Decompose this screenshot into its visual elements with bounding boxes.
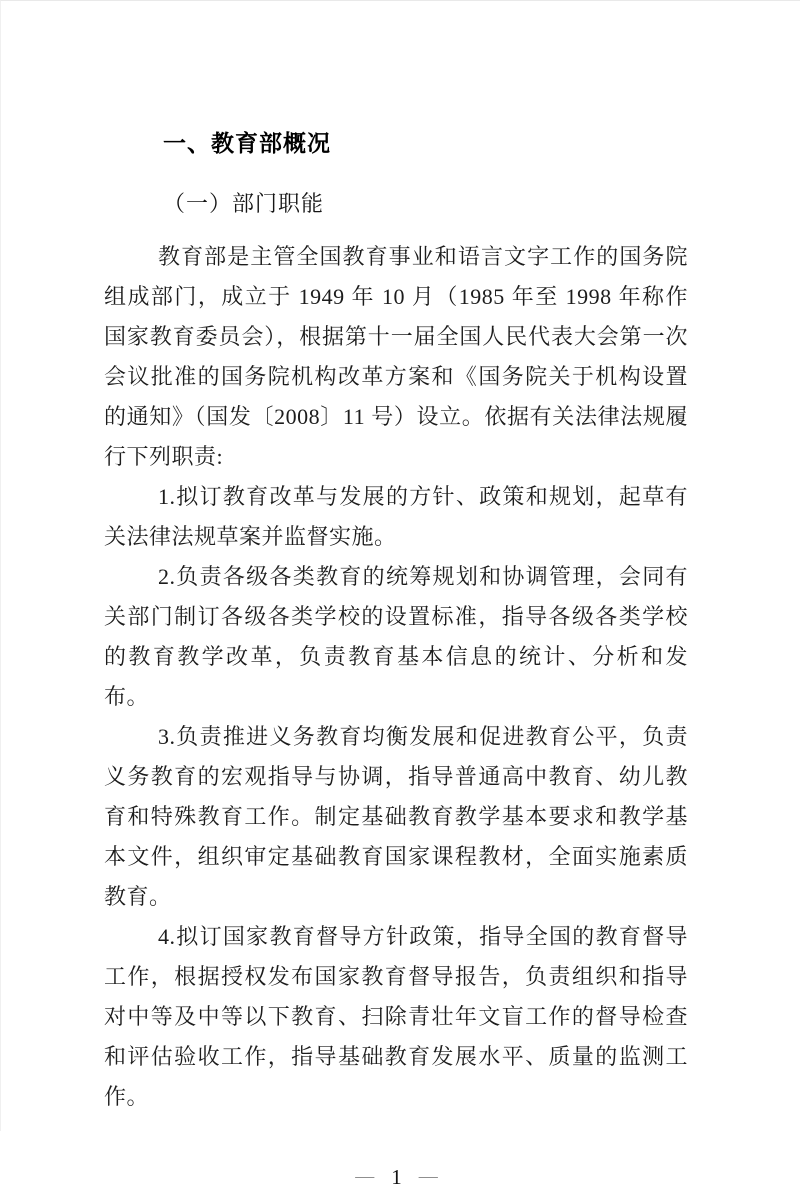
section-heading: （一）部门职能	[163, 191, 325, 216]
footer-dash-right: —	[418, 1166, 438, 1187]
document-body	[104, 237, 688, 1117]
page-number: 1	[391, 1165, 402, 1189]
paragraph-intro: 教育部是主管全国教育事业和语言文字工作的国务院组成部门，成立于 1949 年 10 月（1985 年至 1998 年称作国家教育委员会），根据第十一届全国人民代表大会第一次会议批准的国务院机构改革方案和《国务院关于机构设置的通知》（国发〔2008〕11 号）设立。依据有关法律法规履行下列职责:	[104, 244, 688, 469]
paragraph-duty-2: 2.负责各级各类教育的统筹规划和协调管理，会同有关部门制订各级各类学校的设置标准，指导各级各类学校的教育教学改革，负责教育基本信息的统计、分析和发布。	[104, 564, 688, 709]
paragraph-duty-3: 3.负责推进义务教育均衡发展和促进教育公平，负责义务教育的宏观指导与协调，指导普通高中教育、幼儿教育和特殊教育工作。制定基础教育教学基本要求和教学基本文件，组织审定基础教育国家课程教材，全面实施素质教育。	[104, 724, 688, 909]
footer-dash-left: —	[355, 1166, 375, 1187]
paragraph-duty-4: 4.拟订国家教育督导方针政策，指导全国的教育督导工作，根据授权发布国家教育督导报告，负责组织和指导对中等及中等以下教育、扫除青壮年文盲工作的督导检查和评估验收工作，指导基础教育发展水平、质量的监测工作。	[104, 924, 688, 1109]
document-title: 一、教育部概况	[163, 130, 331, 156]
page-footer	[104, 1165, 689, 1191]
paragraph-duty-1: 1.拟订教育改革与发展的方针、政策和规划，起草有关法律法规草案并监督实施。	[104, 484, 688, 549]
